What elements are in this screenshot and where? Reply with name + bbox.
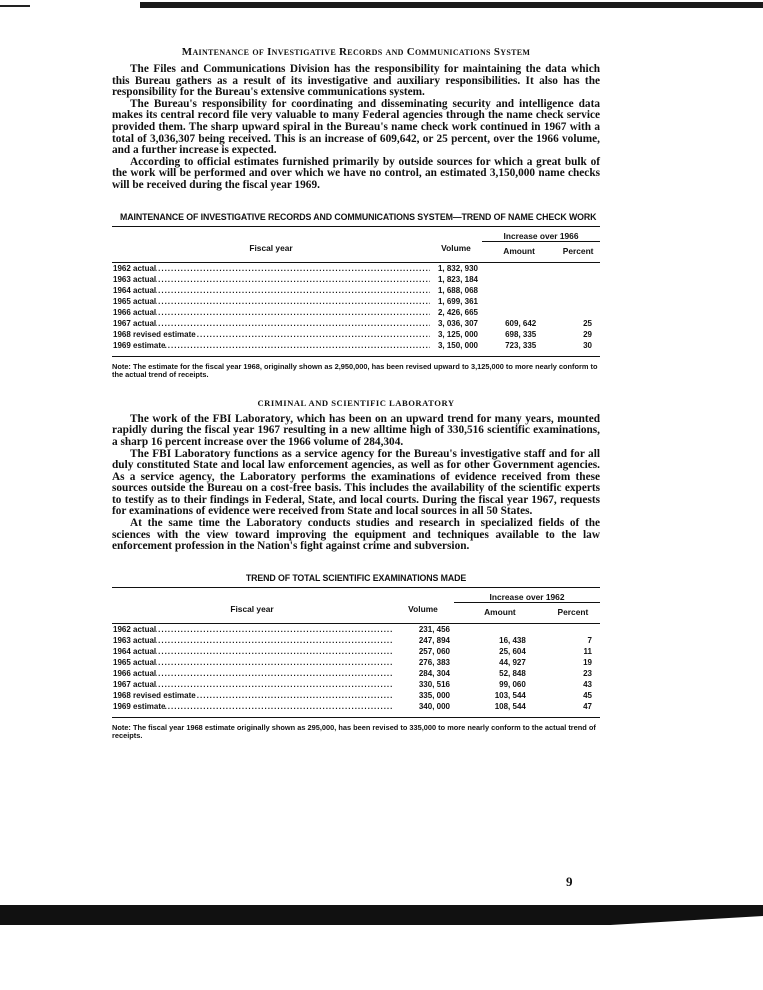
section-heading-records: Maintenance of Investigative Records and Communications System	[181, 46, 531, 58]
col-fiscal-year: Fiscal year	[230, 604, 274, 615]
col-increase: Increase over 1966	[482, 226, 600, 241]
table-row	[112, 262, 600, 274]
row-percent: 47	[583, 701, 592, 711]
row-volume: 1, 823, 184	[437, 274, 478, 284]
top-edge-rule	[0, 0, 763, 12]
row-label: 1963 actual .....	[112, 274, 430, 285]
paragraph: The FBI Laboratory functions as a service agency for the Bureau's investigative staff and for all duly constituted State and local law enforcement agencies, as well as for other Government agencies. As a service agency, the Laboratory performs the examinations of evidence received from these sources outside the Bureau on a cost-free basis. This includes the availability of the scientific experts to testify as to their findings in Federal, State, and local courts. During the fiscal year 1967, requests for examinations of evidence were received from State and local sources in all 50 States.	[112, 447, 600, 518]
row-percent	[546, 623, 600, 635]
table-row	[112, 340, 600, 351]
row-amount: 99, 060	[499, 679, 526, 689]
row-volume: 340, 000	[418, 701, 450, 711]
row-amount: 609, 642	[505, 318, 537, 328]
row-volume: 1, 699, 361	[437, 296, 478, 306]
row-percent	[556, 274, 600, 285]
row-percent: 45	[583, 690, 592, 700]
table-row	[112, 307, 600, 318]
row-amount	[482, 307, 556, 318]
row-percent: 11	[583, 646, 592, 656]
table-row	[112, 318, 600, 329]
table-note: Note: The fiscal year 1968 estimate originally shown as 295,000, has been revised to 335,000 to more nearly conform to the actual trend of receipts.	[112, 722, 596, 741]
row-volume: 3, 125, 000	[437, 329, 478, 339]
row-label: 1965 actual .....	[112, 296, 430, 307]
table-row	[112, 668, 600, 679]
col-volume: Volume	[441, 243, 471, 254]
paragraph: The Files and Communications Division has the responsibility for maintaining the data which this Bureau gathers as a result of its investigative and auxiliary responsibilities. It also has the responsibility for the Bureau's extensive communications system.	[112, 63, 600, 99]
row-percent	[556, 307, 600, 318]
row-volume: 330, 516	[418, 679, 450, 689]
row-amount: 25, 604	[499, 646, 526, 656]
row-percent	[556, 285, 600, 296]
row-percent	[556, 262, 600, 274]
row-volume: 276, 383	[418, 657, 450, 667]
name-check-table	[112, 226, 600, 357]
row-label: 1968 revised estimate .....	[112, 690, 392, 701]
row-percent: 30	[583, 340, 592, 350]
row-amount	[482, 285, 556, 296]
table-row	[112, 329, 600, 340]
table-row	[112, 274, 600, 285]
paragraph: According to official estimates furnished primarily by outside sources for which a great bulk of the work will be performed and over which we have no control, an estimated 3,150,000 name checks will be received during the fiscal year 1969.	[112, 155, 600, 191]
row-volume: 1, 832, 930	[437, 263, 478, 273]
row-amount	[454, 623, 546, 635]
col-percent: Percent	[562, 245, 594, 256]
row-amount	[482, 296, 556, 307]
row-volume: 1, 688, 068	[437, 285, 478, 295]
row-volume: 257, 060	[418, 646, 450, 656]
row-amount: 16, 438	[499, 635, 526, 645]
table-row	[112, 679, 600, 690]
row-label: 1964 actual .....	[112, 646, 392, 657]
table-row	[112, 285, 600, 296]
section-heading-laboratory: CRIMINAL AND SCIENTIFIC LABORATORY	[257, 397, 455, 408]
row-amount: 44, 927	[499, 657, 526, 667]
table-row	[112, 635, 600, 646]
row-amount: 52, 848	[499, 668, 526, 678]
col-fiscal-year: Fiscal year	[249, 243, 293, 254]
table-row	[112, 657, 600, 668]
row-label: 1967 actual .....	[112, 318, 430, 329]
row-volume: 231, 456	[418, 624, 450, 634]
paragraph: At the same time the Laboratory conducts studies and research in specialized fields of the sciences with the view toward improving the equipment and techniques available to the law enforcement profession in the Nation's fight against crime and subversion.	[112, 517, 600, 553]
row-percent: 19	[583, 657, 592, 667]
row-amount	[482, 262, 556, 274]
row-label: 1966 actual .....	[112, 307, 430, 318]
row-volume: 3, 036, 307	[437, 318, 478, 328]
row-amount: 698, 335	[505, 329, 537, 339]
top-left-dash	[0, 5, 30, 7]
top-scan-bar	[140, 2, 763, 8]
col-percent: Percent	[557, 606, 589, 617]
row-label: 1966 actual .....	[112, 668, 392, 679]
row-amount: 103, 544	[494, 690, 526, 700]
row-amount	[482, 274, 556, 285]
col-volume: Volume	[408, 604, 438, 615]
row-label: 1962 actual .....	[112, 262, 430, 274]
bottom-scan-bar	[0, 905, 763, 925]
row-label: 1969 estimate .....	[112, 701, 392, 712]
table-row	[112, 623, 600, 635]
row-label: 1962 actual .....	[112, 623, 392, 635]
row-percent: 23	[583, 668, 592, 678]
row-volume: 3, 150, 000	[437, 340, 478, 350]
row-volume: 335, 000	[418, 690, 450, 700]
row-percent: 29	[583, 329, 592, 339]
row-label: 1967 actual .....	[112, 679, 392, 690]
row-label: 1969 estimate .....	[112, 340, 430, 351]
paragraph: The Bureau's responsibility for coordinating and disseminating security and intelligence data makes its central record file very valuable to many Federal agencies through the name check service provided them. The sharp upward spiral in the Bureau's name check work continued in 1967 with a total of 3,036,307 being received. This is an increase of 609,642, or 25 percent, over the 1966 volume, and a further increase is expected.	[112, 97, 600, 157]
row-volume: 2, 426, 665	[437, 307, 478, 317]
document-page	[112, 46, 600, 741]
col-amount: Amount	[503, 245, 535, 256]
row-amount: 108, 544	[494, 701, 526, 711]
table-row	[112, 701, 600, 712]
row-volume: 247, 894	[418, 635, 450, 645]
col-increase: Increase over 1962	[454, 587, 600, 602]
row-percent: 7	[587, 635, 592, 645]
row-percent: 25	[583, 318, 592, 328]
paragraph: The work of the FBI Laboratory, which has been on an upward trend for many years, mounted rapidly during the fiscal year 1967 resulting in a new alltime high of 330,516 scientific examinations, a sharp 16 percent increase over the 1966 volume of 284,304.	[112, 412, 600, 448]
row-amount: 723, 335	[505, 340, 537, 350]
row-percent	[556, 296, 600, 307]
row-label: 1963 actual .....	[112, 635, 392, 646]
row-percent: 43	[583, 679, 592, 689]
examinations-table	[112, 587, 600, 718]
table-row	[112, 690, 600, 701]
table-note: Note: The estimate for the fiscal year 1968, originally shown as 2,950,000, has been revised upward to 3,125,000 to more nearly conform to the actual trend of receipts.	[112, 361, 598, 380]
row-label: 1968 revised estimate .....	[112, 329, 430, 340]
row-volume: 284, 304	[418, 668, 450, 678]
row-label: 1965 actual .....	[112, 657, 392, 668]
table-row	[112, 646, 600, 657]
table-title-examinations: TREND OF TOTAL SCIENTIFIC EXAMINATIONS MADE	[245, 572, 467, 583]
col-amount: Amount	[484, 606, 516, 617]
row-label: 1964 actual .....	[112, 285, 430, 296]
table-row	[112, 296, 600, 307]
table-title-name-check: MAINTENANCE OF INVESTIGATIVE RECORDS AND COMMUNICATIONS SYSTEM—TREND OF NAME CHECK WORK	[120, 211, 597, 222]
page-number: 9	[566, 874, 573, 889]
